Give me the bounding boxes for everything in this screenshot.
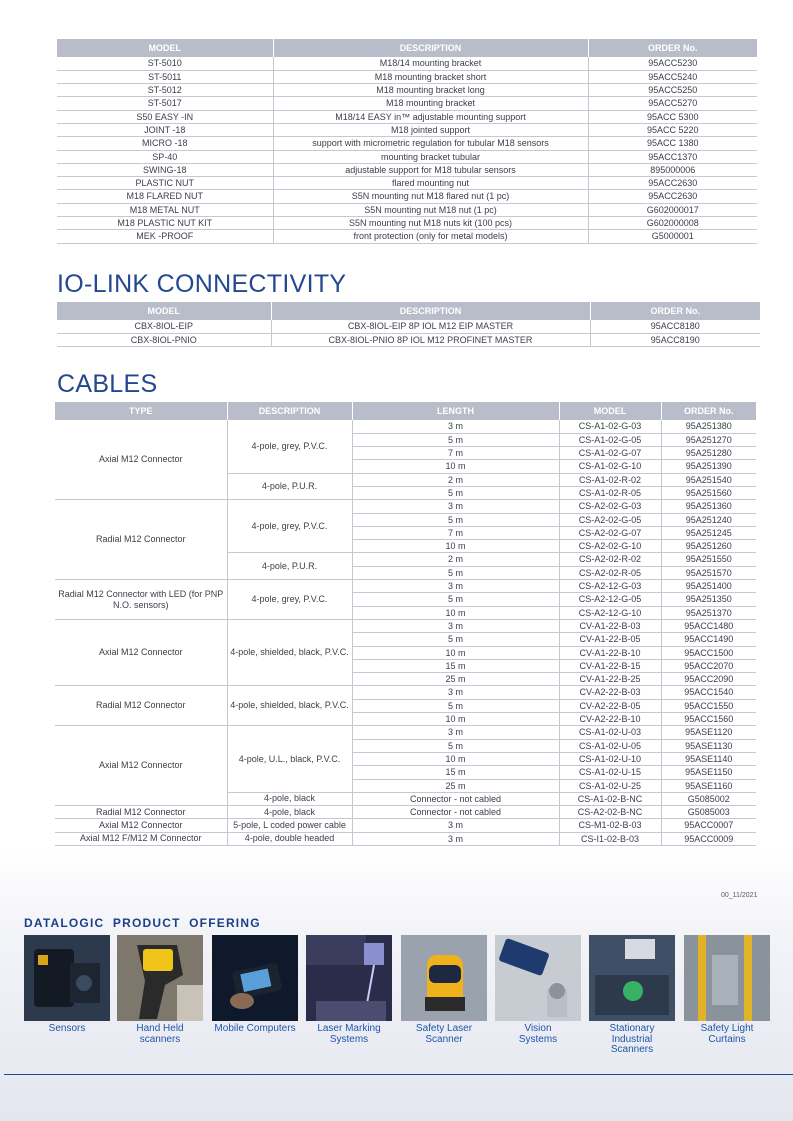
table-row [57, 150, 757, 163]
column-header-description: DESCRIPTION [271, 302, 590, 320]
cell-model: CS-A1-02-G-10 [559, 460, 661, 473]
cell-order-no: 95ACC 5220 [588, 123, 757, 136]
cell-order-no: 95ASE1120 [661, 726, 756, 739]
cell-model: CS-A2-12-G-03 [559, 580, 661, 593]
cell-model: CS-A2-02-G-10 [559, 540, 661, 553]
sensor-photo-icon [24, 935, 110, 1021]
cell-length: 10 m [352, 460, 559, 473]
cell-order-no: 95ACC 1380 [588, 137, 757, 150]
cell-model: CS-A1-02-U-25 [559, 779, 661, 792]
cell-description: M18/14 mounting bracket [273, 57, 588, 70]
cell-model: CV-A1-22-B-25 [559, 673, 661, 686]
table-row [57, 163, 757, 176]
cell-length: 3 m [352, 580, 559, 593]
cell-description: M18 mounting bracket long [273, 84, 588, 97]
cell-order-no: 95ACC1500 [661, 646, 756, 659]
cell-model: CS-A1-02-G-03 [559, 420, 661, 433]
cell-order-no: G5085002 [661, 792, 756, 805]
cell-description: M18/14 EASY in™ adjustable mounting support [273, 110, 588, 123]
table-row [55, 500, 756, 513]
cell-order-no: 95ACC5230 [588, 57, 757, 70]
product-tile-hand-held-scanners[interactable] [117, 935, 203, 1021]
cell-order-no: G5000001 [588, 230, 757, 243]
column-header-description: DESCRIPTION [273, 39, 588, 57]
cell-model: CV-A1-22-B-15 [559, 659, 661, 672]
cell-order-no: 95A251540 [661, 473, 756, 486]
cell-length: 7 m [352, 447, 559, 460]
cell-model: JOINT -18 [57, 123, 273, 136]
cell-description: front protection (only for metal models) [273, 230, 588, 243]
column-header-description: DESCRIPTION [227, 402, 352, 420]
column-header-type: TYPE [55, 402, 227, 420]
cell-order-no: 95A251570 [661, 566, 756, 579]
product-tile-laser-marking-systems[interactable] [306, 935, 392, 1021]
cell-order-no: 95ACC5250 [588, 84, 757, 97]
cell-model: CS-A1-02-R-05 [559, 486, 661, 499]
cell-model: CS-A1-02-U-15 [559, 766, 661, 779]
table-row [57, 190, 757, 203]
cell-model: CS-A1-02-U-10 [559, 752, 661, 765]
product-label-stationary-industrial-scanners[interactable]: Stationary Industrial Scanners [609, 1023, 655, 1055]
cell-order-no: 95ACC1550 [661, 699, 756, 712]
table-row [55, 726, 756, 739]
cell-order-no: 95A251550 [661, 553, 756, 566]
cell-type: Axial M12 Connector [55, 726, 227, 806]
cell-description: flared mounting nut [273, 177, 588, 190]
cell-order-no: 95ACC0009 [661, 832, 756, 845]
section-title-cables: CABLES [57, 370, 158, 398]
cell-order-no: 95ACC5240 [588, 70, 757, 83]
cell-length: 5 m [352, 593, 559, 606]
cell-length: 2 m [352, 473, 559, 486]
cell-type: Radial M12 Connector [55, 806, 227, 819]
cell-model: CS-A1-02-R-02 [559, 473, 661, 486]
cell-order-no: 95A251350 [661, 593, 756, 606]
cell-type: Axial M12 Connector [55, 420, 227, 500]
cables-table [55, 402, 756, 846]
cell-order-no: 95ACC 5300 [588, 110, 757, 123]
table-row [55, 819, 756, 832]
table-row [55, 619, 756, 632]
cell-model: ST-5010 [57, 57, 273, 70]
product-label-laser-marking-systems[interactable]: Laser Marking Systems [317, 1023, 381, 1045]
cell-model: CS-A1-02-G-07 [559, 447, 661, 460]
product-tile-safety-light-curtains[interactable] [684, 935, 770, 1021]
cell-model: CV-A1-22-B-10 [559, 646, 661, 659]
mobile-computer-photo-icon [212, 935, 298, 1021]
cell-model: CS-A2-02-B-NC [559, 806, 661, 819]
cell-model: ST-5011 [57, 70, 273, 83]
cell-order-no: 95ASE1140 [661, 752, 756, 765]
cell-length: 10 m [352, 713, 559, 726]
cell-order-no: 95ACC2630 [588, 190, 757, 203]
cell-model: ST-5017 [57, 97, 273, 110]
cell-order-no: 95ACC1480 [661, 619, 756, 632]
cell-length: 3 m [352, 819, 559, 832]
product-label-safety-light-curtains[interactable]: Safety Light Curtains [700, 1023, 754, 1045]
cell-type: Radial M12 Connector [55, 686, 227, 726]
table-row [57, 217, 757, 230]
cell-length: 15 m [352, 766, 559, 779]
cell-model: SWING-18 [57, 163, 273, 176]
cell-order-no: G5085003 [661, 806, 756, 819]
cell-order-no: 95ASE1160 [661, 779, 756, 792]
cell-model: CV-A2-22-B-05 [559, 699, 661, 712]
cell-model: CS-A2-02-R-05 [559, 566, 661, 579]
cell-order-no: G602000008 [588, 217, 757, 230]
cell-order-no: 95ACC2070 [661, 659, 756, 672]
cell-model: CS-A1-02-B-NC [559, 792, 661, 805]
table-row [57, 333, 760, 346]
cell-order-no: 95A251280 [661, 447, 756, 460]
column-header-model: MODEL [57, 39, 273, 57]
accessories-table [57, 39, 757, 244]
table-row [57, 137, 757, 150]
cell-length: 3 m [352, 420, 559, 433]
cell-model: M18 METAL NUT [57, 203, 273, 216]
cell-description: 4-pole, shielded, black, P.V.C. [227, 619, 352, 685]
cell-description: 4-pole, P.U.R. [227, 553, 352, 580]
cell-model: CS-M1-02-B-03 [559, 819, 661, 832]
product-label-sensors[interactable]: Sensors [48, 1023, 86, 1034]
cell-model: CV-A1-22-B-05 [559, 633, 661, 646]
cell-description: M18 jointed support [273, 123, 588, 136]
cell-length: 5 m [352, 739, 559, 752]
cell-description: S5N mounting nut M18 nuts kit (100 pcs) [273, 217, 588, 230]
vision-system-photo-icon [495, 935, 581, 1021]
cell-length: 7 m [352, 526, 559, 539]
table-row [55, 806, 756, 819]
cell-model: MICRO -18 [57, 137, 273, 150]
cell-description: adjustable support for M18 tubular sensors [273, 163, 588, 176]
cell-length: 5 m [352, 633, 559, 646]
table-row [57, 70, 757, 83]
table-row [55, 832, 756, 845]
table-row [57, 177, 757, 190]
cell-length: 3 m [352, 726, 559, 739]
cell-length: 2 m [352, 553, 559, 566]
cell-description: 4-pole, U.L., black, P.V.C. [227, 726, 352, 792]
cell-order-no: 95A251245 [661, 526, 756, 539]
product-tile-safety-laser-scanner[interactable] [401, 935, 487, 1021]
cell-model: PLASTIC NUT [57, 177, 273, 190]
cell-length: 5 m [352, 699, 559, 712]
cell-type: Radial M12 Connector [55, 500, 227, 580]
table-header-row [57, 302, 760, 320]
cell-order-no: 95A251380 [661, 420, 756, 433]
cell-order-no: 95ASE1150 [661, 766, 756, 779]
product-tile-mobile-computers[interactable] [212, 935, 298, 1021]
cell-length: 15 m [352, 659, 559, 672]
table-row [57, 97, 757, 110]
cell-order-no: 95ACC2630 [588, 177, 757, 190]
cell-description: 4-pole, P.U.R. [227, 473, 352, 500]
cell-order-no: 95ACC0007 [661, 819, 756, 832]
cell-model: CS-A2-02-R-02 [559, 553, 661, 566]
cell-model: CS-A1-02-U-05 [559, 739, 661, 752]
cell-order-no: G602000017 [588, 203, 757, 216]
cell-order-no: 95A251370 [661, 606, 756, 619]
product-tile-stationary-industrial-scanners[interactable] [589, 935, 675, 1021]
product-label-hand-held-scanners[interactable]: Hand Held scanners [136, 1023, 184, 1045]
cell-order-no: 95ACC1540 [661, 686, 756, 699]
footer-divider [4, 1074, 793, 1075]
table-row [57, 203, 757, 216]
cell-length: 10 m [352, 646, 559, 659]
cell-order-no: 95ASE1130 [661, 739, 756, 752]
cell-model: CS-A2-02-G-07 [559, 526, 661, 539]
cell-model: ST-5012 [57, 84, 273, 97]
cell-description: 4-pole, black [227, 806, 352, 819]
column-header-model: MODEL [559, 402, 661, 420]
cell-description: CBX-8IOL-PNIO 8P IOL M12 PROFINET MASTER [271, 333, 590, 346]
cell-model: CS-A2-02-G-03 [559, 500, 661, 513]
cell-description: mounting bracket tubular [273, 150, 588, 163]
cell-model: SP-40 [57, 150, 273, 163]
cell-model: CS-A1-02-U-03 [559, 726, 661, 739]
cell-length: 5 m [352, 486, 559, 499]
table-row [57, 230, 757, 243]
laser-marking-photo-icon [306, 935, 392, 1021]
table-row [57, 320, 760, 333]
cell-order-no: 95A251270 [661, 433, 756, 446]
table-row [55, 420, 756, 433]
product-label-vision-systems[interactable]: Vision Systems [518, 1023, 558, 1045]
cell-model: CV-A1-22-B-03 [559, 619, 661, 632]
table-header-row [57, 39, 757, 57]
cell-description: S5N mounting nut M18 flared nut (1 pc) [273, 190, 588, 203]
cell-description: 5-pole, L coded power cable [227, 819, 352, 832]
cell-type: Axial M12 F/M12 M Connector [55, 832, 227, 845]
table-header-row [55, 402, 756, 420]
cell-length: Connector - not cabled [352, 792, 559, 805]
cell-model: S50 EASY -IN [57, 110, 273, 123]
cell-order-no: 895000006 [588, 163, 757, 176]
table-row [57, 123, 757, 136]
cell-description: support with micrometric regulation for tubular M18 sensors [273, 137, 588, 150]
cell-model: CS-A2-02-G-05 [559, 513, 661, 526]
cell-order-no: 95A251390 [661, 460, 756, 473]
cell-length: 3 m [352, 619, 559, 632]
column-header-order-no: ORDER No. [588, 39, 757, 57]
cell-model: CBX-8IOL-EIP [57, 320, 271, 333]
stationary-scanner-photo-icon [589, 935, 675, 1021]
product-offering-title: DATALOGIC PRODUCT OFFERING [24, 916, 261, 930]
cell-order-no: 95ACC1560 [661, 713, 756, 726]
column-header-order-no: ORDER No. [661, 402, 756, 420]
product-tile-sensors[interactable] [24, 935, 110, 1021]
cell-model: CS-A1-02-G-05 [559, 433, 661, 446]
cell-type: Axial M12 Connector [55, 819, 227, 832]
cell-order-no: 95ACC1490 [661, 633, 756, 646]
table-row [57, 84, 757, 97]
cell-length: 5 m [352, 433, 559, 446]
table-row [55, 580, 756, 593]
cell-model: M18 PLASTIC NUT KIT [57, 217, 273, 230]
cell-length: 10 m [352, 540, 559, 553]
cell-order-no: 95ACC1370 [588, 150, 757, 163]
cell-description: 4-pole, grey, P.V.C. [227, 420, 352, 473]
cell-model: CS-A2-12-G-10 [559, 606, 661, 619]
table-row [57, 57, 757, 70]
cell-description: 4-pole, black [227, 792, 352, 805]
cell-model: M18 FLARED NUT [57, 190, 273, 203]
cell-description: CBX-8IOL-EIP 8P IOL M12 EIP MASTER [271, 320, 590, 333]
cell-length: 3 m [352, 832, 559, 845]
safety-laser-scanner-photo-icon [401, 935, 487, 1021]
cell-description: S5N mounting nut M18 nut (1 pc) [273, 203, 588, 216]
cell-description: 4-pole, grey, P.V.C. [227, 500, 352, 553]
cell-model: CS-I1-02-B-03 [559, 832, 661, 845]
cell-length: 3 m [352, 686, 559, 699]
cell-type: Axial M12 Connector [55, 619, 227, 685]
section-title-io-link: IO-LINK CONNECTIVITY [57, 270, 347, 298]
cell-type: Radial M12 Connector with LED (for PNP N.O. sensors) [55, 580, 227, 620]
product-tile-vision-systems[interactable] [495, 935, 581, 1021]
product-label-safety-laser-scanner[interactable]: Safety Laser Scanner [415, 1023, 473, 1045]
cell-model: MEK -PROOF [57, 230, 273, 243]
cell-model: CS-A2-12-G-05 [559, 593, 661, 606]
cell-length: 25 m [352, 673, 559, 686]
document-date: 00_11/2021 [721, 892, 758, 899]
cell-order-no: 95ACC8190 [590, 333, 760, 346]
cell-order-no: 95ACC2090 [661, 673, 756, 686]
cell-length: 25 m [352, 779, 559, 792]
cell-order-no: 95ACC5270 [588, 97, 757, 110]
cell-description: 4-pole, grey, P.V.C. [227, 580, 352, 620]
handheld-scanner-photo-icon [117, 935, 203, 1021]
table-row [57, 110, 757, 123]
cell-length: 5 m [352, 566, 559, 579]
cell-description: M18 mounting bracket short [273, 70, 588, 83]
cell-order-no: 95A251360 [661, 500, 756, 513]
table-row [55, 686, 756, 699]
cell-model: CBX-8IOL-PNIO [57, 333, 271, 346]
cell-description: 4-pole, shielded, black, P.V.C. [227, 686, 352, 726]
cell-model: CV-A2-22-B-03 [559, 686, 661, 699]
cell-length: 3 m [352, 500, 559, 513]
column-header-order-no: ORDER No. [590, 302, 760, 320]
column-header-length: LENGTH [352, 402, 559, 420]
cell-order-no: 95A251560 [661, 486, 756, 499]
cell-description: 4-pole, double headed [227, 832, 352, 845]
cell-order-no: 95A251400 [661, 580, 756, 593]
safety-light-curtain-photo-icon [684, 935, 770, 1021]
cell-description: M18 mounting bracket [273, 97, 588, 110]
io-link-table [57, 302, 760, 347]
cell-order-no: 95ACC8180 [590, 320, 760, 333]
column-header-model: MODEL [57, 302, 271, 320]
cell-order-no: 95A251260 [661, 540, 756, 553]
cell-length: Connector - not cabled [352, 806, 559, 819]
product-label-mobile-computers[interactable]: Mobile Computers [214, 1023, 296, 1034]
cell-length: 10 m [352, 752, 559, 765]
cell-order-no: 95A251240 [661, 513, 756, 526]
cell-length: 5 m [352, 513, 559, 526]
cell-model: CV-A2-22-B-10 [559, 713, 661, 726]
cell-length: 10 m [352, 606, 559, 619]
